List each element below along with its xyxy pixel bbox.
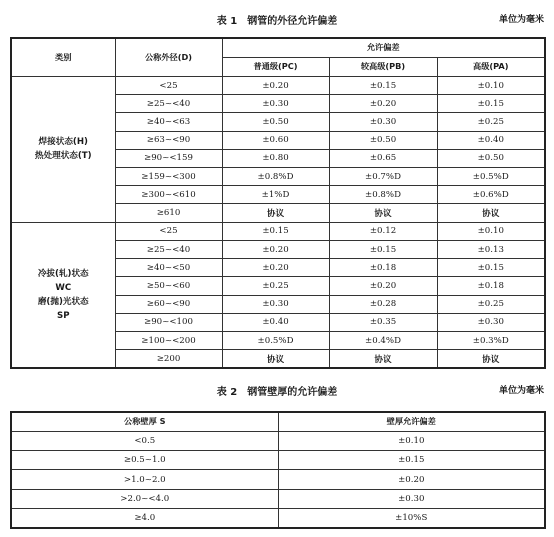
tolerance-cell: ±0.20 xyxy=(329,95,437,113)
thickness-tolerance-cell: ±10%S xyxy=(278,509,545,528)
tolerance-cell: ±0.8%D xyxy=(222,168,329,186)
tolerance-cell: ±0.3%D xyxy=(437,332,545,350)
table1-caption xyxy=(0,12,554,26)
header-tolerance: 允许偏差 xyxy=(222,38,545,57)
tolerance-cell: ±0.10 xyxy=(437,76,545,94)
tolerance-cell: ±0.12 xyxy=(329,222,437,240)
diameter-cell: ≥90~<100 xyxy=(115,313,222,331)
tolerance-cell: ±0.6%D xyxy=(437,186,545,204)
thickness-tolerance-cell: ±0.10 xyxy=(278,431,545,450)
category-label-line: 热处理状态(T) xyxy=(34,151,92,162)
table-row xyxy=(11,509,545,528)
table-row xyxy=(11,470,545,489)
tolerance-cell: 协议 xyxy=(329,350,437,368)
tolerance-cell: ±0.28 xyxy=(329,295,437,313)
diameter-cell: ≥40~<63 xyxy=(115,113,222,131)
table-row xyxy=(11,431,545,450)
tolerance-cell: ±0.15 xyxy=(329,76,437,94)
diameter-cell: ≥25~<40 xyxy=(115,95,222,113)
diameter-cell: ≥60~<90 xyxy=(115,295,222,313)
tolerance-cell: 协议 xyxy=(437,350,545,368)
category-label-line: 焊接状态(H) xyxy=(38,137,88,148)
table1-unit: 单位为毫米 xyxy=(498,15,544,25)
tolerance-cell: ±1%D xyxy=(222,186,329,204)
tolerance-cell: ±0.15 xyxy=(329,240,437,258)
thickness-tolerance-cell: ±0.30 xyxy=(278,489,545,508)
tolerance-cell: ±0.35 xyxy=(329,313,437,331)
thickness-cell: ≥4.0 xyxy=(11,509,278,528)
diameter-cell: ≥63~<90 xyxy=(115,131,222,149)
diameter-cell: ≥300~<610 xyxy=(115,186,222,204)
tolerance-cell: ±0.15 xyxy=(437,95,545,113)
tolerance-cell: ±0.40 xyxy=(437,131,545,149)
tolerance-cell: ±0.30 xyxy=(222,95,329,113)
thickness-cell: <0.5 xyxy=(11,431,278,450)
tolerance-cell: ±0.25 xyxy=(437,295,545,313)
tolerance-cell: ±0.40 xyxy=(222,313,329,331)
tolerance-cell: ±0.30 xyxy=(437,313,545,331)
table2-unit: 单位为毫米 xyxy=(498,386,544,396)
tolerance-cell: 协议 xyxy=(329,204,437,222)
diameter-cell: <25 xyxy=(115,222,222,240)
thickness-tolerance-cell: ±0.20 xyxy=(278,470,545,489)
header-pc: 普通级(PC) xyxy=(222,57,329,76)
tolerance-cell: ±0.18 xyxy=(437,277,545,295)
category-label-group1 xyxy=(11,76,115,222)
tolerance-cell: 协议 xyxy=(437,204,545,222)
tolerance-cell: ±0.10 xyxy=(437,222,545,240)
thickness-cell: >1.0~2.0 xyxy=(11,470,278,489)
tolerance-cell: ±0.25 xyxy=(222,277,329,295)
tolerance-cell: ±0.30 xyxy=(222,295,329,313)
diameter-cell: ≥100~<200 xyxy=(115,332,222,350)
tolerance-cell: 协议 xyxy=(222,350,329,368)
diameter-cell: ≥25~<40 xyxy=(115,240,222,258)
table2-caption xyxy=(0,383,554,397)
tolerance-cell: ±0.65 xyxy=(329,149,437,167)
category-label-line: SP xyxy=(57,310,70,321)
diameter-cell: <25 xyxy=(115,76,222,94)
tolerance-cell: ±0.15 xyxy=(437,259,545,277)
tolerance-cell: ±0.20 xyxy=(329,277,437,295)
header-thickness-tolerance: 壁厚允许偏差 xyxy=(278,412,545,431)
tolerance-cell: ±0.20 xyxy=(222,259,329,277)
header-pb: 较高级(PB) xyxy=(329,57,437,76)
thickness-cell: >2.0~<4.0 xyxy=(11,489,278,508)
tolerance-cell: ±0.8%D xyxy=(329,186,437,204)
diameter-cell: ≥610 xyxy=(115,204,222,222)
thickness-tolerance-cell: ±0.15 xyxy=(278,451,545,470)
tolerance-cell: ±0.20 xyxy=(222,240,329,258)
diameter-cell: ≥50~<60 xyxy=(115,277,222,295)
diameter-cell: ≥90~<159 xyxy=(115,149,222,167)
tolerance-cell: ±0.50 xyxy=(437,149,545,167)
table-row xyxy=(11,451,545,470)
header-diameter: 公称外径(D) xyxy=(115,38,222,76)
diameter-cell: ≥159~<300 xyxy=(115,168,222,186)
tolerance-cell: ±0.4%D xyxy=(329,332,437,350)
tolerance-cell: ±0.25 xyxy=(437,113,545,131)
table2 xyxy=(10,411,546,529)
thickness-cell: ≥0.5~1.0 xyxy=(11,451,278,470)
category-label-line: 冷拔(轧)状态 xyxy=(37,268,89,279)
tolerance-cell: ±0.13 xyxy=(437,240,545,258)
diameter-cell: ≥40~<50 xyxy=(115,259,222,277)
tolerance-cell: ±0.20 xyxy=(222,76,329,94)
table-row xyxy=(11,222,545,240)
tolerance-cell: 协议 xyxy=(222,204,329,222)
category-label-line: WC xyxy=(55,282,72,293)
table1 xyxy=(10,37,546,369)
category-label-line: 磨(抛)光状态 xyxy=(37,296,89,307)
tolerance-cell: ±0.15 xyxy=(222,222,329,240)
header-pa: 高级(PA) xyxy=(437,57,545,76)
tolerance-cell: ±0.50 xyxy=(222,113,329,131)
tolerance-cell: ±0.5%D xyxy=(222,332,329,350)
tolerance-cell: ±0.30 xyxy=(329,113,437,131)
header-thickness: 公称壁厚 S xyxy=(11,412,278,431)
table-row xyxy=(11,76,545,94)
diameter-cell: ≥200 xyxy=(115,350,222,368)
tolerance-cell: ±0.50 xyxy=(329,131,437,149)
header-category: 类别 xyxy=(11,38,115,76)
table-row xyxy=(11,489,545,508)
category-label-group2 xyxy=(11,222,115,368)
tolerance-cell: ±0.7%D xyxy=(329,168,437,186)
tolerance-cell: ±0.5%D xyxy=(437,168,545,186)
tolerance-cell: ±0.18 xyxy=(329,259,437,277)
table2-title: 表 2 钢管壁厚的允许偏差 xyxy=(216,387,338,398)
tolerance-cell: ±0.80 xyxy=(222,149,329,167)
tolerance-cell: ±0.60 xyxy=(222,131,329,149)
table1-title: 表 1 钢管的外径允许偏差 xyxy=(216,16,338,27)
